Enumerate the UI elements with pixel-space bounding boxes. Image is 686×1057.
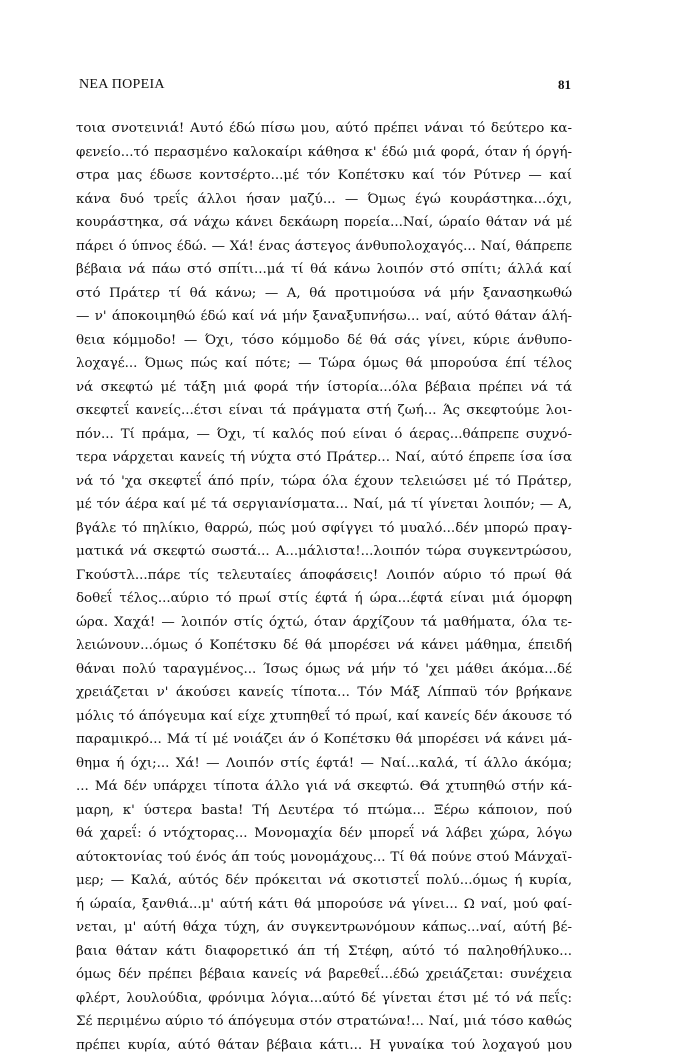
text-line: θημα ή όχι;... Χά! — Λοιπόν στίς έφτά! — Ναί...καλά, τί άλλο άκόμα;: [76, 752, 572, 776]
text-line: λειώνουν...όμως ό Κοπέτσκυ δέ θά μπορέσει νά κάνει μάθημα, έπειδή: [76, 634, 572, 658]
text-line: ... Μά δέν υπάρχει τίποτα άλλο γιά νά σκεφτώ. Θά χτυπηθώ στήν κά-: [76, 775, 572, 799]
text-line: ώρα. Χαχά! — λοιπόν στίς όχτώ, όταν άρχίζουν τά μαθήματα, όλα τε-: [76, 611, 572, 635]
text-line: ή ώραία, ξανθιά...μ' αύτή κάτι θά μπορούσε νά γίνει... Ω ναί, μού φαί-: [76, 893, 572, 917]
text-line: μαρη, κ' ύστερα basta! Τή Δευτέρα τό πτώμα... Ξέρω κάποιον, πού: [76, 799, 572, 823]
text-line: χρειάζεται ν' άκούσει κανείς τίποτα... Τόν Μάξ Λίππαϋ τόν βρήκανε: [76, 681, 572, 705]
text-line: νά σκεφτώ μέ τάξη μιά φορά τήν ίστορία...όλα βέβαια πρέπει νά τά: [76, 376, 572, 400]
text-line: παραμικρό... Μά τί μέ νοιάζει άν ό Κοπέτσκυ θά μπορέσει νά κάνει μά-: [76, 728, 572, 752]
text-line: — ν' άποκοιμηθώ έδώ καί νά μήν ξαναξυπνήσω... ναί, αύτό θάταν άλή-: [76, 305, 572, 329]
text-line: τερα νάρχεται κανείς τή νύχτα στό Πράτερ... Ναί, αύτό έπρεπε ίσα ίσα: [76, 446, 572, 470]
page-header: [79, 77, 571, 97]
text-line: νά τό 'χα σκεφτεΐ άπό πρίν, τώρα όλα έχουν τελειώσει μέ τό Πράτερ,: [76, 470, 572, 494]
text-line: πόν... Τί πράμα, — Όχι, τί καλός πού είναι ό άερας...θάπρεπε συχνό-: [76, 423, 572, 447]
text-line: μέ τόν άέρα καί μέ τά σεργιανίσματα... Ναί, μά τί γίνεται λοιπόν; — Α,: [76, 493, 572, 517]
body-text: [76, 117, 572, 1057]
text-line: βαια θάταν κάτι διαφορετικό άπ τή Στέφη, αύτό τό παληοθήλυκο...: [76, 940, 572, 964]
text-line: θάναι πολύ ταραγμένος... Ίσως όμως νά μήν τό 'χει μάθει άκόμα...δέ: [76, 658, 572, 682]
text-line: αύτοκτονίας τού ένός άπ τούς μονομάχους... Τί θά πούνε στού Μάνχαϊ-: [76, 846, 572, 870]
text-line: στρα μας έδωσε κοντσέρτο...μέ τόν Κοπέτσκυ καί τόν Ρύτνερ — καί: [76, 164, 572, 188]
text-line: δοθεΐ τέλος...αύριο τό πρωί στίς έφτά ή ώρα...έφτά είναι μιά όμορφη: [76, 587, 572, 611]
text-line: κουράστηκα, σά νάχω κάνει δεκάωρη πορεία...Ναί, ώραίο θάταν νά μέ: [76, 211, 572, 235]
text-line: θά χαρεΐ: ό ντόχτορας... Μονομαχία δέν μπορεΐ νά λάβει χώρα, λόγω: [76, 822, 572, 846]
text-line: σκεφτεΐ κανείς...έτσι είναι τά πράγματα στή ζωή... Άς σκεφτούμε λοι-: [76, 399, 572, 423]
text-line: στό Πράτερ τί θά κάνω; — Α, θά προτιμούσα νά μήν ξανασηκωθώ: [76, 282, 572, 306]
text-line: βέβαια νά πάω στό σπίτι...μά τί θά κάνω λοιπόν στό σπίτι; άλλά καί: [76, 258, 572, 282]
text-line: τοια σνοτεινιά! Αυτό έδώ πίσω μου, αύτό πρέπει νάναι τό δεύτερο κα-: [76, 117, 572, 141]
text-line: Γκούστλ...πάρε τίς τελευταίες άποφάσεις! Λοιπόν αύριο τό πρωί θά: [76, 564, 572, 588]
text-line: Σέ περιμένω αύριο τό άπόγευμα στόν στρατώνα!... Ναί, μιά τόσο καθώς: [76, 1010, 572, 1034]
text-line: βγάλε τό πηλίκιο, θαρρώ, πώς μού σφίγγει τό μυαλό...δέν μπορώ πραγ-: [76, 517, 572, 541]
text-line: πάρει ό ύπνος έδώ. — Χά! ένας άστεγος άνθυπολοχαγός... Ναί, θάπρεπε: [76, 235, 572, 259]
text-line: φλέρτ, λουλούδια, φρόνιμα λόγια...αύτό δέ γίνεται έτσι μέ τό νά πεΐς:: [76, 987, 572, 1011]
text-line: φενείο...τό περασμένο καλοκαίρι κάθησα κ' έδώ μιά φορά, όταν ή όργή-: [76, 141, 572, 165]
text-line: κάνα δυό τρεΐς άλλοι ήσαν μαζύ... — Όμως έγώ κουράστηκα...όχι,: [76, 188, 572, 212]
text-line: λοχαγέ... Όμως πώς καί πότε; — Τώρα όμως θά μπορούσα έπί τέλος: [76, 352, 572, 376]
text-line: μόλις τό άπόγευμα καί είχε χτυπηθεΐ τό πρωί, καί κανείς δέν άκουσε τό: [76, 705, 572, 729]
running-head: ΝΕΑ ΠΟΡΕΙΑ: [79, 77, 165, 93]
text-line: όμως δέν πρέπει βέβαια κανείς νά βαρεθεΐ...έδώ χρειάζεται: συνέχεια: [76, 963, 572, 987]
page-number: 81: [558, 77, 571, 93]
text-line: ματικά νά σκεφτώ σωστά... Α...μάλιστα!...λοιπόν τώρα συγκεντρώσου,: [76, 540, 572, 564]
text-line: νεται, μ' αύτή θάχα τύχη, άν συγκεντρωνόμουν κάπως...ναί, αύτή βέ-: [76, 916, 572, 940]
text-line: θεια κόμμοδο! — Όχι, τόσο κόμμοδο δέ θά σάς γίνει, κύριε άνθυπο-: [76, 329, 572, 353]
text-line: πρέπει κυρία, αύτό θάταν βέβαια κάτι... Η γυναίκα τού λοχαγού μου: [76, 1034, 572, 1057]
text-line: μερ; — Καλά, αύτός δέν πρόκειται νά σκοτιστεΐ πολύ...όμως ή κυρία,: [76, 869, 572, 893]
